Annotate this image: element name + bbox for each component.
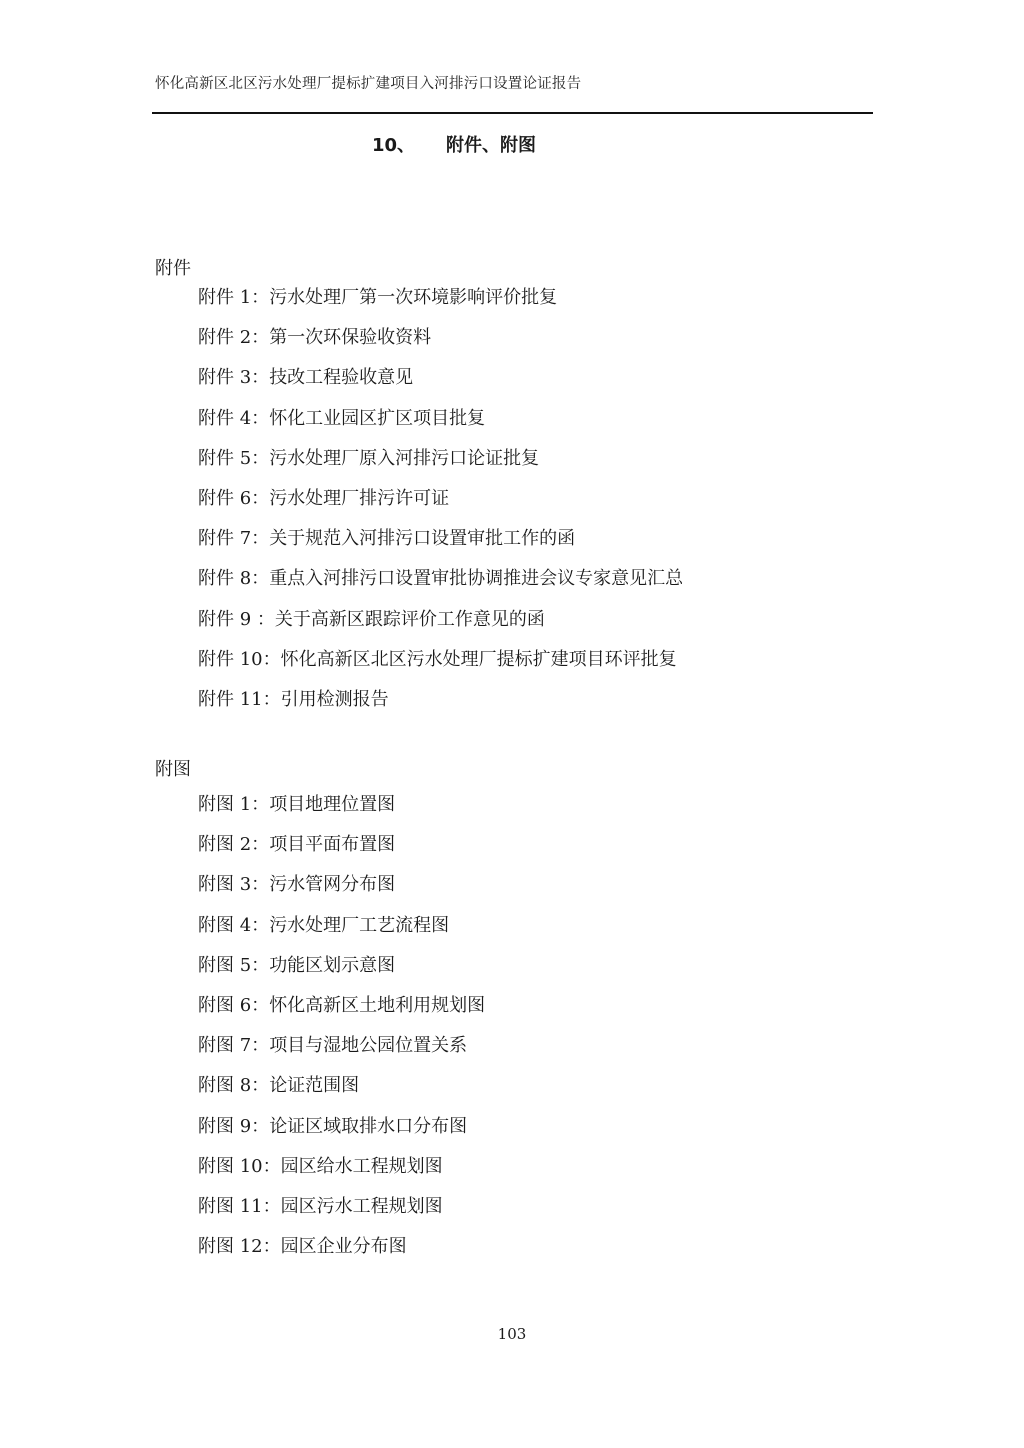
attachment-label: 附件 3： — [198, 367, 270, 389]
attachment-text: 污水处理厂第一次环境影响评价批复 — [269, 287, 558, 308]
figure-label: 附图 5： — [198, 954, 270, 976]
section-title — [372, 131, 536, 157]
figure-text: 园区企业分布图 — [280, 1236, 407, 1258]
attachment-text: 关于规范入河排污口设置审批工作的函 — [269, 528, 576, 550]
attachment-item — [198, 358, 683, 398]
attachment-label: 附件 1： — [198, 287, 270, 308]
attachment-item — [198, 439, 683, 479]
figure-item — [198, 946, 485, 986]
figure-text: 污水管网分布图 — [269, 874, 396, 896]
figures-heading: 附图 — [155, 759, 191, 780]
figure-label: 附图 3： — [198, 874, 270, 896]
figure-item — [198, 865, 485, 905]
figure-item — [198, 785, 485, 825]
attachment-item — [198, 318, 683, 358]
figure-item — [198, 825, 485, 865]
attachment-item — [198, 640, 683, 680]
figure-item — [198, 1227, 485, 1267]
figure-item — [198, 1187, 485, 1227]
attachments-heading: 附件 — [155, 258, 191, 279]
figure-label: 附图 10： — [198, 1155, 281, 1177]
attachment-label: 附件 11： — [198, 688, 281, 710]
attachment-text: 技改工程验收意见 — [269, 367, 414, 389]
figure-item — [198, 1147, 485, 1187]
figure-text: 项目地理位置图 — [269, 794, 396, 815]
attachment-label: 附件 7： — [198, 528, 270, 550]
figure-text: 项目与湿地公园位置关系 — [269, 1035, 468, 1057]
figure-item — [198, 1107, 485, 1147]
section-number: 10、 — [372, 135, 416, 156]
attachment-text: 引用检测报告 — [280, 688, 389, 710]
figure-label: 附图 4： — [198, 914, 270, 936]
header-divider — [152, 112, 873, 114]
attachments-list — [198, 278, 683, 720]
figure-text: 项目平面布置图 — [269, 834, 396, 856]
figure-text: 功能区划示意图 — [269, 954, 396, 976]
attachment-item — [198, 600, 683, 640]
attachment-text: 怀化高新区北区污水处理厂提标扩建项目环评批复 — [280, 648, 677, 670]
page-number: 103 — [497, 1325, 527, 1343]
figure-text: 论证区域取排水口分布图 — [269, 1115, 468, 1137]
figure-item — [198, 906, 485, 946]
figure-label: 附图 9： — [198, 1115, 270, 1137]
attachment-label: 附件 5： — [198, 447, 270, 469]
figure-item — [198, 986, 485, 1026]
figure-item — [198, 1066, 485, 1106]
figure-label: 附图 1： — [198, 794, 270, 815]
figure-label: 附图 11： — [198, 1195, 281, 1217]
attachment-text: 怀化工业园区扩区项目批复 — [269, 407, 486, 429]
attachment-text: 第一次环保验收资料 — [269, 327, 432, 349]
figure-text: 园区污水工程规划图 — [280, 1195, 443, 1217]
attachment-text: 污水处理厂原入河排污口论证批复 — [269, 447, 540, 469]
attachment-item — [198, 479, 683, 519]
figure-text: 论证范围图 — [269, 1075, 360, 1097]
figure-label: 附图 7： — [198, 1035, 270, 1057]
attachment-label: 附件 8： — [198, 568, 270, 590]
attachment-item — [198, 680, 683, 720]
attachment-item — [198, 559, 683, 599]
figure-label: 附图 8： — [198, 1075, 270, 1097]
attachment-label: 附件 9 ： — [198, 608, 275, 630]
figure-label: 附图 2： — [198, 834, 270, 856]
figure-text: 怀化高新区土地利用规划图 — [269, 994, 486, 1016]
attachment-label: 附件 4： — [198, 407, 270, 429]
figure-label: 附图 12： — [198, 1236, 281, 1258]
running-header: 怀化高新区北区污水处理厂提标扩建项目入河排污口设置论证报告 — [155, 76, 582, 92]
attachment-label: 附件 6： — [198, 487, 270, 509]
attachment-item — [198, 278, 683, 318]
attachment-text: 污水处理厂排污许可证 — [269, 487, 450, 509]
figure-text: 污水处理厂工艺流程图 — [269, 914, 450, 936]
attachment-item — [198, 519, 683, 559]
attachment-text: 重点入河排污口设置审批协调推进会议专家意见汇总 — [269, 568, 684, 590]
attachment-text: 关于高新区跟踪评价工作意见的函 — [274, 608, 545, 630]
attachment-label: 附件 10： — [198, 648, 281, 670]
figure-item — [198, 1026, 485, 1066]
figure-label: 附图 6： — [198, 994, 270, 1016]
attachment-item — [198, 399, 683, 439]
attachment-label: 附件 2： — [198, 327, 270, 349]
figures-list — [198, 785, 485, 1267]
section-title-text: 附件、附图 — [446, 135, 536, 156]
figure-text: 园区给水工程规划图 — [280, 1155, 443, 1177]
